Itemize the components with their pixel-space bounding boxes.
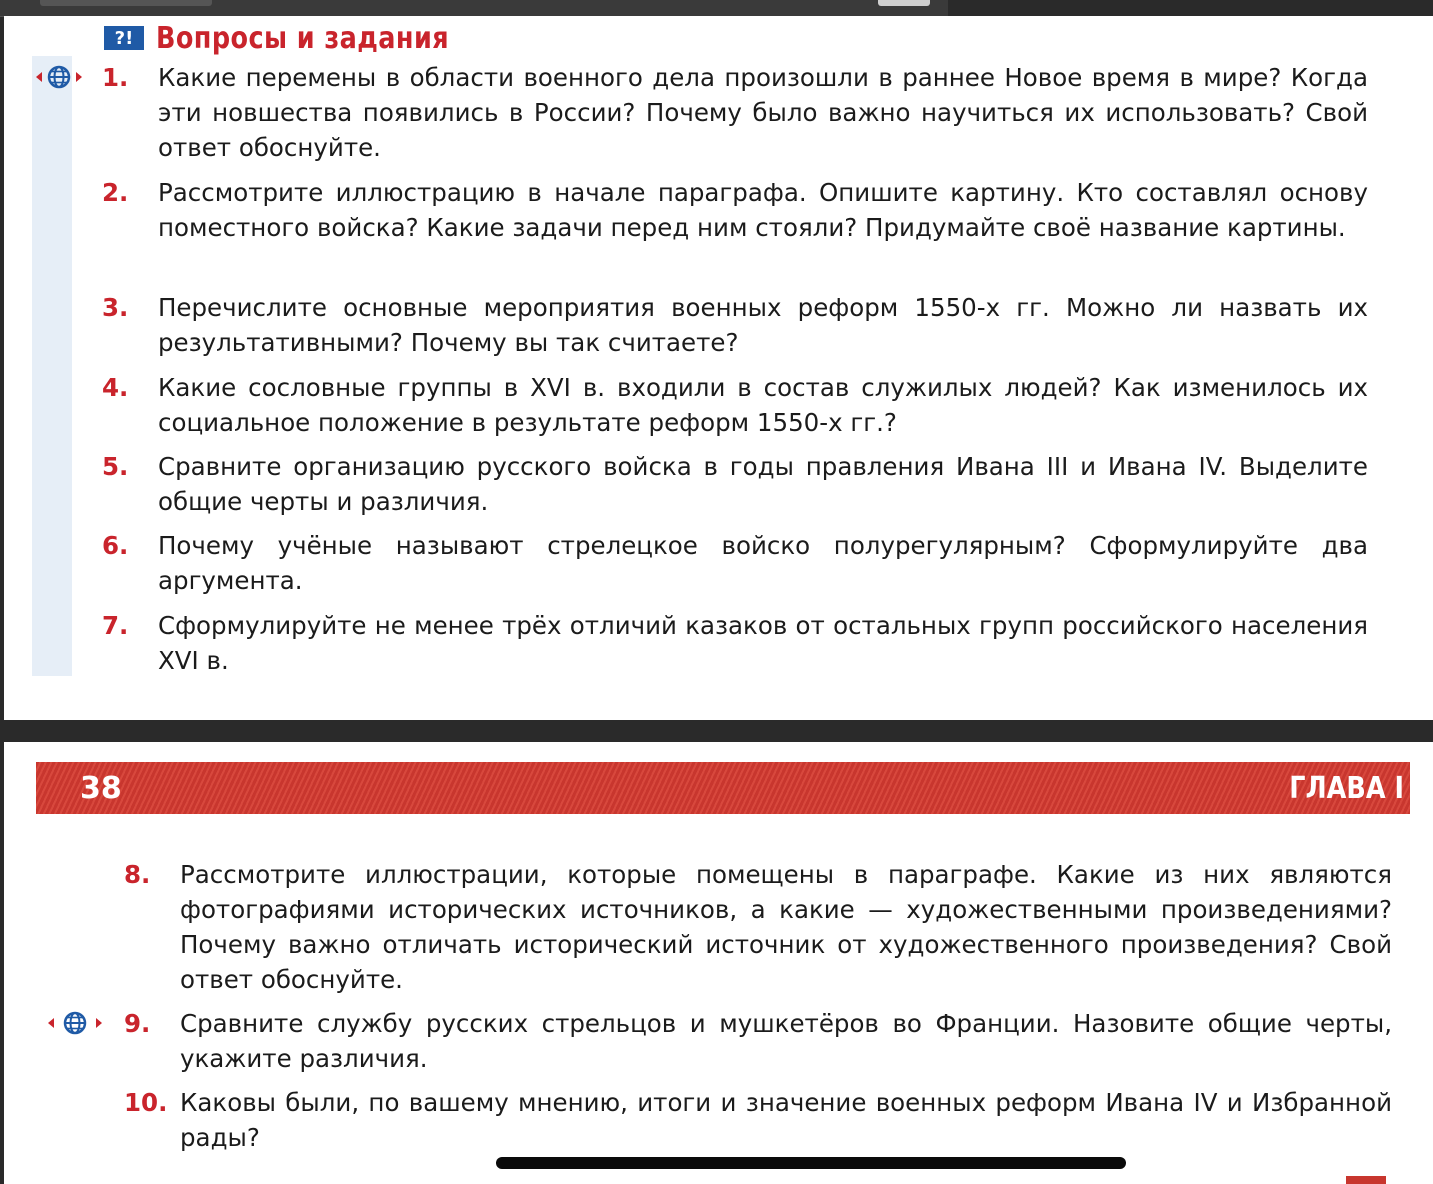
- question-number: 3.: [102, 293, 129, 322]
- page-header-banner: [36, 762, 1410, 814]
- question-10: [124, 1085, 1392, 1155]
- question-text: Какие перемены в области военного дела произошли в раннее Новое время в мире? Когда эти новшества появились в России? Почему было важно научиться их использовать? Свой ответ обоснуйте.: [158, 63, 1368, 162]
- questions-icon: ?!: [104, 26, 144, 50]
- question-text: Рассмотрите иллюстрацию в начале параграфа. Опишите картину. Кто составлял основу поместного войска? Какие задачи перед ним стояли? Придумайте своё название картины.: [158, 178, 1368, 242]
- globe-arrows-icon: [46, 1012, 104, 1034]
- chapter-label: ГЛАВА I: [1289, 770, 1404, 806]
- question-number: 7.: [102, 611, 129, 640]
- page-number: 38: [80, 770, 122, 806]
- question-2: [102, 175, 1368, 245]
- question-number: 2.: [102, 178, 129, 207]
- question-7: [102, 608, 1368, 678]
- textbook-page-top: [4, 16, 1433, 720]
- question-text: Какие сословные группы в XVI в. входили в состав служилых людей? Как изменилось их социальное положение в результате реформ 1550-х гг.?: [158, 373, 1368, 437]
- question-text: Сравните службу русских стрельцов и мушкетёров во Франции. Назовите общие черты, укажите различия.: [180, 1009, 1392, 1073]
- side-tint-strip: [32, 56, 72, 676]
- question-8: [124, 857, 1392, 997]
- next-page-edge-marker: [1346, 1176, 1386, 1184]
- question-5: [102, 449, 1368, 519]
- section-heading: [104, 20, 501, 56]
- question-9: [124, 1006, 1392, 1076]
- question-text: Каковы были, по вашему мнению, итоги и значение военных реформ Ивана IV и Избранной рады?: [180, 1088, 1392, 1152]
- edge-tab-right: [878, 0, 930, 6]
- question-6: [102, 528, 1368, 598]
- home-indicator[interactable]: [496, 1157, 1126, 1169]
- question-text: Перечислите основные мероприятия военных реформ 1550-х гг. Можно ли назвать их результативными? Почему вы так считаете?: [158, 293, 1368, 357]
- question-4: [102, 370, 1368, 440]
- question-number: 4.: [102, 373, 129, 402]
- question-text: Рассмотрите иллюстрации, которые помещены в параграфе. Какие из них являются фотографиями исторических источников, а какие — художественными произведениями? Почему важно отличать исторический источник от художественного произведения? Свой ответ обоснуйте.: [180, 860, 1392, 994]
- question-3: [102, 290, 1368, 360]
- section-title: Вопросы и задания: [156, 20, 450, 56]
- question-number: 5.: [102, 452, 129, 481]
- question-number: 1.: [102, 63, 129, 92]
- question-1: [102, 60, 1368, 165]
- globe-arrows-icon: [34, 66, 84, 88]
- question-number: 8.: [124, 860, 151, 889]
- textbook-page-bottom: [4, 742, 1433, 1184]
- question-number: 9.: [124, 1009, 151, 1038]
- question-number: 6.: [102, 531, 129, 560]
- question-text: Почему учёные называют стрелецкое войско полурегулярным? Сформулируйте два аргумента.: [158, 531, 1368, 595]
- edge-tab-left: [40, 0, 212, 6]
- question-text: Сформулируйте не менее трёх отличий казаков от остальных групп российского населения XVI в.: [158, 611, 1368, 675]
- previous-page-edge: [0, 0, 948, 17]
- question-number: 10.: [124, 1088, 168, 1117]
- question-text: Сравните организацию русского войска в годы правления Ивана III и Ивана IV. Выделите общие черты и различия.: [158, 452, 1368, 516]
